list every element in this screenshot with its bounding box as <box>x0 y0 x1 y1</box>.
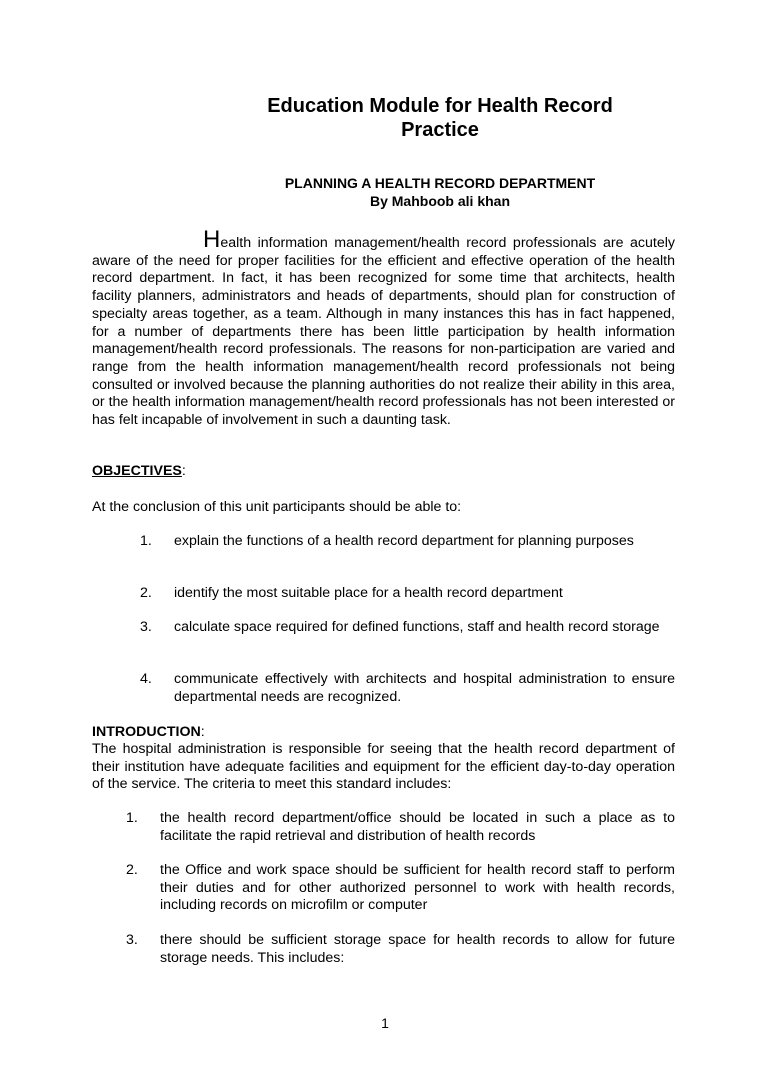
criteria-text: there should be sufficient storage space for health records to allow for future storage needs. This includes: <box>160 932 675 966</box>
objective-text: communicate effectively with architects and hospital administration to ensure departmental needs are recognized. <box>174 671 675 705</box>
objective-item <box>140 533 675 569</box>
author-line: By Mahboob ali khan <box>369 193 510 209</box>
criteria-item <box>126 862 675 916</box>
objective-number: 4. <box>140 671 152 687</box>
title-line-2: Practice <box>401 119 479 141</box>
criteria-item <box>126 810 675 846</box>
objective-item <box>140 585 675 603</box>
intro-paragraph-text: ealth information management/health record professionals are acutely aware of the need for proper facilities for the efficient and effective operation of the health record department. In fact, it has been recognized for some time that architects, health facility planners, administrators and heads of departments, should plan for construction of specialty areas together, as a team. Although in many instances this has in fact happened, for a number of departments there has been little participation by health information management/health record professionals. The reasons for non-participation are varied and range from the health information management/health record professionals not being consulted or involved because the planning authorities do not realize their ability in this area, or the health information management/health record professionals has not been interested or has felt incapable of involvement in such a daunting task. <box>92 235 675 429</box>
criteria-number: 2. <box>126 862 138 878</box>
objectives-lead: At the conclusion of this unit participants should be able to: <box>92 499 462 515</box>
objective-item <box>140 671 675 707</box>
criteria-number: 1. <box>126 810 138 826</box>
page-number: 1 <box>381 1015 389 1031</box>
document-title <box>200 94 680 142</box>
objective-text: identify the most suitable place for a health record department <box>174 585 563 601</box>
introduction-heading-label: INTRODUCTION <box>92 724 201 740</box>
objective-number: 2. <box>140 585 152 601</box>
objectives-heading-colon: : <box>181 463 186 479</box>
objective-text: calculate space required for defined functions, staff and health record storage <box>174 619 660 635</box>
criteria-item <box>126 932 675 968</box>
objectives-heading <box>92 462 186 480</box>
section-subtitle: PLANNING A HEALTH RECORD DEPARTMENT <box>284 175 596 191</box>
objective-number: 3. <box>140 619 152 635</box>
introduction-body: The hospital administration is responsible for seeing that the health record department of their institution have adequate facilities and equipment for the efficient day-to-day operation of the service. The criteria to meet this standard includes: <box>92 741 675 793</box>
criteria-number: 3. <box>126 932 138 948</box>
intro-paragraph <box>92 226 675 430</box>
introduction-heading <box>92 723 205 741</box>
objective-number: 1. <box>140 533 152 549</box>
title-line-1: Education Module for Health Record <box>267 95 613 117</box>
criteria-text: the Office and work space should be sufficient for health record staff to perform their duties and for other authorized personnel to work with health records, including records on microfilm or computer <box>160 862 675 914</box>
objective-item <box>140 619 675 655</box>
objectives-heading-label: OBJECTIVES <box>92 463 182 479</box>
criteria-text: the health record department/office should be located in such a place as to facilitate the rapid retrieval and distribution of health records <box>160 810 675 844</box>
drop-cap-letter: H <box>203 226 221 253</box>
introduction-heading-colon: : <box>200 724 205 740</box>
objective-text: explain the functions of a health record department for planning purposes <box>174 533 634 549</box>
